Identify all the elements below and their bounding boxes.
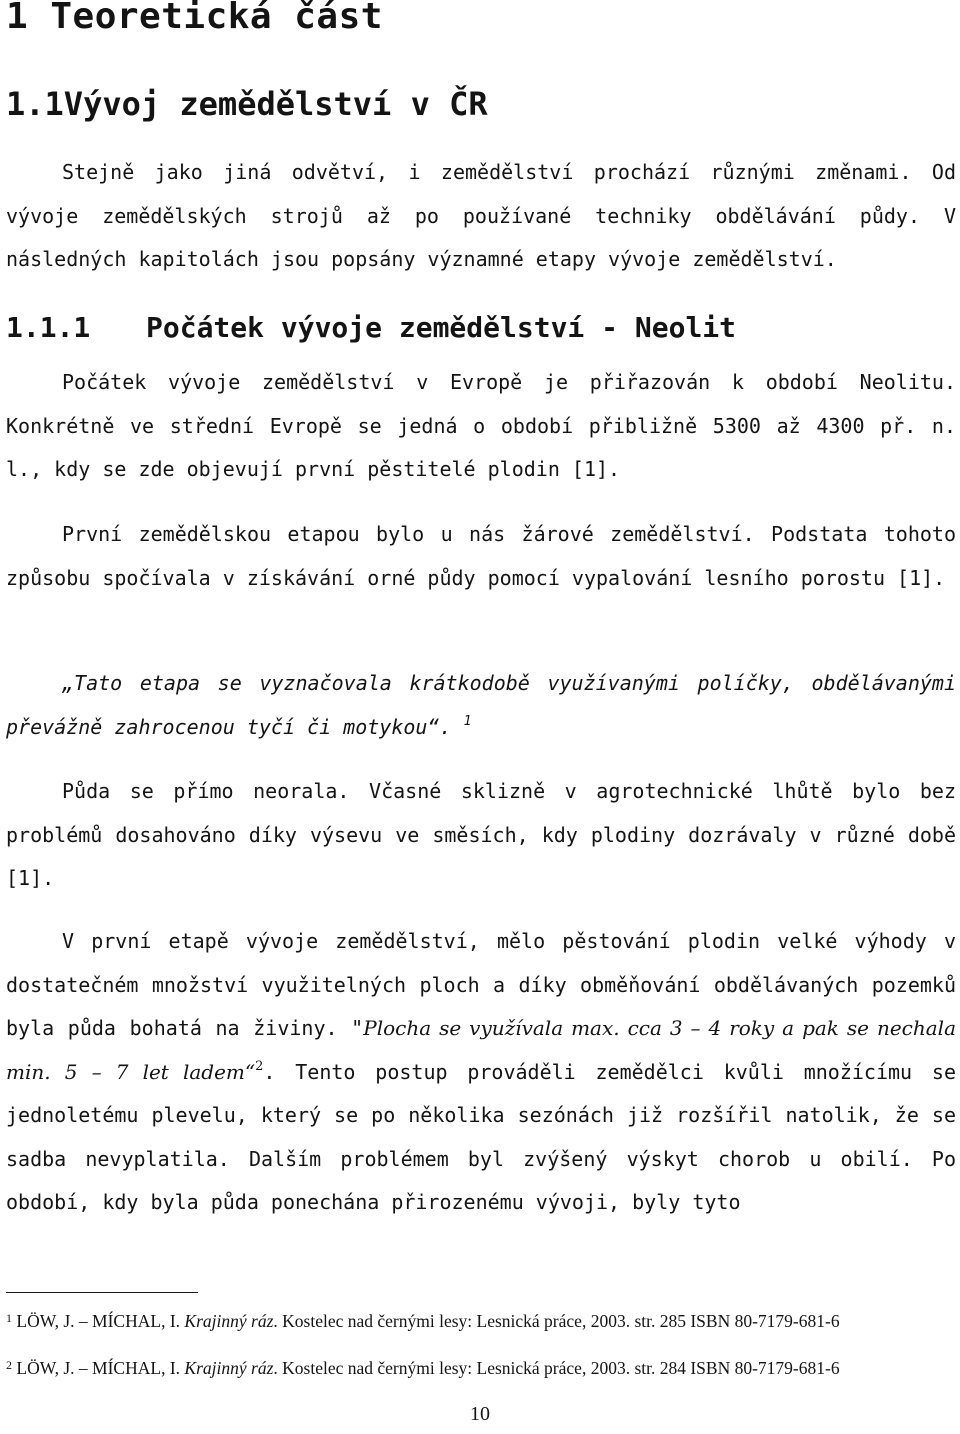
- footnote-mark: 2: [6, 1358, 12, 1372]
- first-stage-text-end: . Tento postup prováděli zemědělci kvůli množícímu se jednoletému plevelu, který se po několika sezónách již rozšířil natolik, že se sadba nevyplatila. Dalším problémem byl zvýšený výskyt chorob u obilí. Po období, kdy byla půda ponechána přirozenému vývoji, byly tyto: [6, 1059, 956, 1214]
- footnote-authors: LÖW, J. – MÍCHAL, I.: [16, 1358, 185, 1378]
- footnote-authors: LÖW, J. – MÍCHAL, I.: [16, 1311, 185, 1331]
- footnote-source: . Kostelec nad černými lesy: Lesnická práce, 2003. str. 285 ISBN 80-7179-681-6: [273, 1311, 840, 1331]
- footnote-2: [6, 1357, 956, 1379]
- footnote-1: [6, 1310, 956, 1332]
- quote-paragraph: [6, 662, 956, 749]
- soil-paragraph: Půda se přímo neorala. Včasné sklizně v agrotechnické lhůtě bylo bez problémů dosahováno díky výsevu ve směsích, kdy plodiny dozrávaly v různé době [1].: [6, 779, 956, 890]
- quote-text: „Tato etapa se vyznačovala krátkodobě využívanými políčky, obdělávanými převážně zahrocenou tyčí či motykou“.: [6, 671, 956, 739]
- section-heading: 1.1Vývoj zemědělství v ČR: [6, 85, 488, 123]
- footnote-separator: [6, 1292, 198, 1293]
- footnote-mark: 1: [6, 1311, 12, 1325]
- footnote-source: . Kostelec nad černými lesy: Lesnická práce, 2003. str. 284 ISBN 80-7179-681-6: [273, 1358, 840, 1378]
- page-number: 10: [470, 1403, 490, 1425]
- footnote-ref-2: 2: [255, 1058, 264, 1074]
- intro-paragraph: Stejně jako jiná odvětví, i zemědělství prochází různými změnami. Od vývoje zemědělských strojů až po používané techniky obdělávání půdy. V následných kapitolách jsou popsány významné etapy vývoje zemědělství.: [6, 160, 956, 271]
- subsection-title: Počátek vývoje zemědělství - Neolit: [146, 311, 737, 344]
- subsection-heading: [6, 306, 906, 350]
- subsection-number: 1.1.1: [6, 311, 91, 344]
- first-stage-text-start: V první etapě vývoje zemědělství, mělo pěstování plodin velké výhody v dostatečném množství využitelných ploch a díky obměňování obdělávaných pozemků byla půda bohatá na živiny. ": [6, 929, 956, 1040]
- footnote-title: Krajinný ráz: [184, 1311, 274, 1331]
- footnote-ref-1: 1: [463, 713, 472, 729]
- slash-and-burn-paragraph: První zemědělskou etapou bylo u nás žárové zemědělství. Podstata tohoto způsobu spočívala v získávání orné půdy pomocí vypalování lesního porostu [1].: [6, 522, 956, 590]
- inline-quote: Plocha se využívala max. cca 3 – 4 roky a pak se nechala min. 5 – 7 let ladem“: [6, 1016, 956, 1084]
- neolit-paragraph: Počátek vývoje zemědělství v Evropě je přiřazován k období Neolitu. Konkrétně ve střední Evropě se jedná o období přibližně 5300 až 4300 př. n. l., kdy se zde objevují první pěstitelé plodin [1].: [6, 370, 956, 481]
- first-stage-paragraph: [6, 920, 956, 1225]
- footnote-title: Krajinný ráz: [184, 1358, 274, 1378]
- chapter-heading: 1 Teoretická část: [6, 0, 383, 37]
